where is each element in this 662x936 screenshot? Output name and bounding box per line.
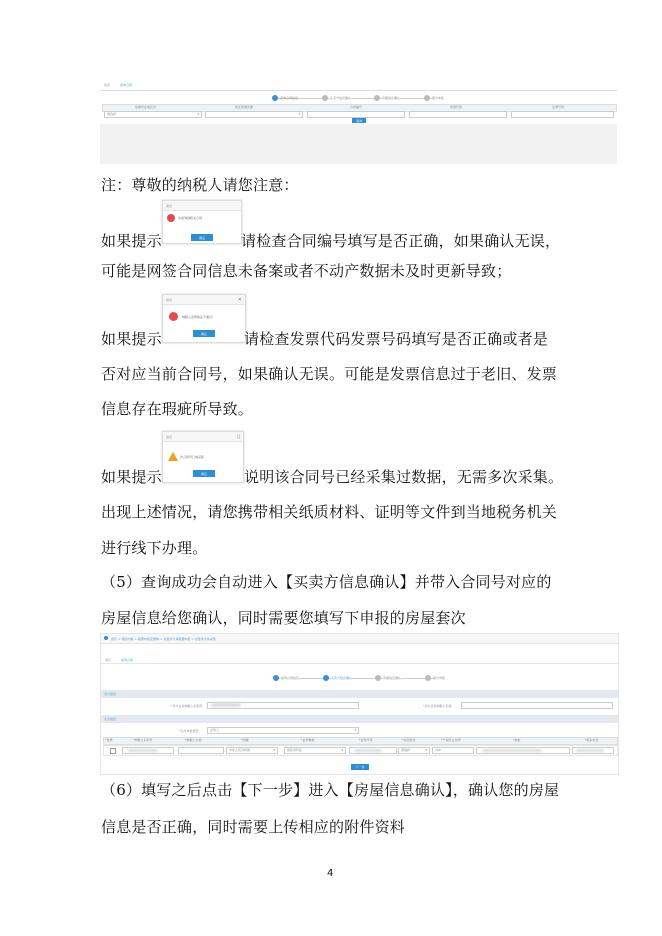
col-invoice-code: 发票代码 <box>450 105 463 109</box>
page-number: 4 <box>327 868 334 879</box>
step-submit: 提交申报 <box>425 675 445 681</box>
step-house-confirm: 房屋信息确认 <box>375 675 401 681</box>
dialog-message: 未查询到相关合同 <box>178 216 203 220</box>
next-step-button[interactable]: 下一步 <box>351 764 369 770</box>
col-name: *纳税人名称 <box>185 738 202 742</box>
error-face-icon <box>167 214 175 222</box>
dialog-contract-collected: 信息 ▯ 该合同号已被采集 确定 <box>162 431 244 483</box>
breadcrumb: 首页 > 我的办税 > 税费申报及缴纳 > 存量房交易税费申报 > 存量房交易采集 <box>111 637 216 641</box>
id-type-select[interactable]: 居民身份证 ▾ <box>284 747 346 754</box>
dialog-invoice-invalid: 信息 ✕ 纳税人发票验证不通过！ 确定 <box>162 294 246 343</box>
step-party-confirm: 买卖方信息确认 <box>322 95 351 101</box>
location-icon <box>104 636 108 640</box>
case3-prefix: 如果提示 <box>101 468 162 486</box>
dialog-message: 该合同号已被采集 <box>180 455 205 459</box>
tab-home[interactable]: 首页 <box>104 83 111 87</box>
col-family-count: *家庭套次 <box>402 738 416 742</box>
seller-name-label: *卖方企业纳税人名称 <box>423 704 452 708</box>
buyer-type-select[interactable]: 自然人 ▾ <box>207 727 359 734</box>
col-id-number: *证件号码 <box>359 738 373 742</box>
invoice-no-input[interactable] <box>511 111 614 118</box>
nationality-select[interactable]: 中华人民共和国 ▾ <box>226 747 278 754</box>
contract-no-input[interactable] <box>307 111 405 118</box>
step-party-confirm: 买卖方信息确认 <box>323 675 352 681</box>
district-select[interactable]: 请选择 ▾ <box>104 111 202 118</box>
dialog-ok-button[interactable]: 确定 <box>191 234 213 241</box>
col-phone: *联系电话 <box>585 738 599 742</box>
step6-line2: 信息是否正确，同时需要上传相应的附件资料 <box>101 818 406 836</box>
case3-text-line2: 出现上述情况，请您携带相关纸质材料、证明等文件到当地税务机关 <box>101 503 558 521</box>
col-share: *产权所占比例 <box>441 738 461 742</box>
query-button[interactable]: 查询 <box>352 118 366 123</box>
close-icon[interactable]: ✕ <box>237 297 242 303</box>
col-address: *地址 <box>513 738 521 742</box>
dialog-ok-button[interactable]: 确定 <box>193 470 215 477</box>
tab-query-contract[interactable]: 查询合同 <box>120 83 133 87</box>
case2-prefix: 如果提示 <box>101 330 162 348</box>
col-id-type: *证件种类 <box>301 738 315 742</box>
step5-line2: 房屋信息给您确认，同时需要您填写下申报的房屋套次 <box>101 609 466 627</box>
step5-line1: （5）查询成功会自动进入【买卖方信息确认】并带入合同号对应的 <box>101 573 552 591</box>
street-select[interactable]: ▾ <box>205 111 303 118</box>
seller-taxid-label: *卖方企业纳税人识别号 <box>171 704 203 708</box>
tab-home[interactable]: 首页 <box>105 658 112 662</box>
row-checkbox[interactable] <box>110 748 116 754</box>
step6-line1: （6）填写之后点击【下一步】进入【房屋信息确认】，确认您的房屋 <box>101 781 560 799</box>
screenshot-party-confirm <box>100 633 619 775</box>
buyer-type-label: *买方申报类型 <box>179 729 199 733</box>
tab-query-contract[interactable]: 查询合同 <box>121 658 134 662</box>
invoice-code-input[interactable] <box>409 111 507 118</box>
buyer-section-header: 买方信息 <box>101 715 618 723</box>
case2-text-line2: 否对应当前合同号，如果确认无误。可能是发票信息过于老旧、发票 <box>101 365 558 383</box>
case1-prefix: 如果提示 <box>101 232 162 250</box>
step-house-confirm: 房屋信息确认 <box>374 95 400 101</box>
step-query-contract: 查询合同信息 <box>273 675 299 681</box>
col-select: *选择 <box>105 738 113 742</box>
error-face-icon <box>169 312 178 321</box>
col-street: 所在街道乡镇 <box>235 105 254 109</box>
note-title: 注：尊敬的纳税人请您注意： <box>101 176 299 194</box>
table-row <box>103 745 618 756</box>
case1-text-line1: 请检查合同编号填写是否正确，如果确认无误， <box>241 232 561 250</box>
seller-name-input[interactable] <box>461 702 613 709</box>
case3-text-line1: 说明该合同号已经采集过数据，无需多次采集。 <box>244 468 564 486</box>
case1-text-line2: 可能是网签合同信息未备案或者不动产数据未及时更新导致； <box>101 262 512 280</box>
case2-text-line3: 信息存在瑕疵所导致。 <box>101 400 254 418</box>
col-district: 房屋所在地区县 <box>135 105 157 109</box>
seller-section-header: 卖方信息 <box>101 690 618 698</box>
dialog-ok-button[interactable]: 确定 <box>193 330 215 337</box>
screenshot-contract-query <box>100 80 617 164</box>
case3-text-line3: 进行线下办理。 <box>101 539 208 557</box>
col-taxid: *纳税人识别号 <box>133 738 153 742</box>
share-input[interactable]: 100 <box>432 747 474 754</box>
warning-icon <box>168 452 178 461</box>
dialog-contract-not-found: 消息 未查询到相关合同 确定 <box>162 200 242 244</box>
case2-text-line1: 请检查发票代码发票号码填写是否正确或者是 <box>244 330 549 348</box>
col-invoice-no: 发票号码 <box>552 105 565 109</box>
step-submit: 提交申报 <box>424 95 444 101</box>
family-count-select[interactable]: 请选择 ▾ <box>398 747 430 754</box>
col-nationality: *国籍 <box>241 738 249 742</box>
name-input[interactable] <box>178 747 224 754</box>
col-contract-no: 合同编号 <box>350 105 363 109</box>
dialog-message: 纳税人发票验证不通过！ <box>182 315 216 319</box>
step-query-contract: 查询合同信息 <box>272 95 298 101</box>
